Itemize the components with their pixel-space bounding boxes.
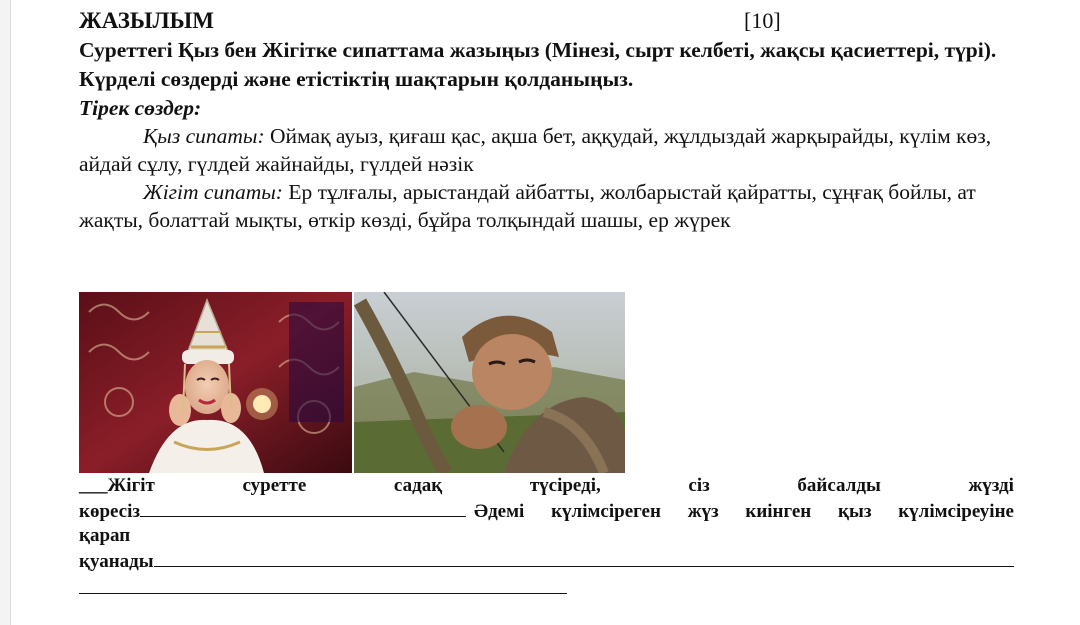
exercise-word: ___Жігіт: [79, 475, 155, 496]
girl-photo: [79, 292, 352, 473]
exercise-line-3: қарап: [79, 525, 131, 546]
exercise-word: Әдемі: [474, 501, 525, 522]
section-title: ЖАЗЫЛЫМ: [79, 8, 214, 33]
exercise-word: түсіреді,: [529, 475, 601, 496]
exercise-word: байсалды: [797, 475, 881, 496]
girl-traits-text: Оймақ ауыз, қиғаш қас, ақша бет, аққудай, жұлдыздай жарқырайды, күлім көз, айдай сұлу, гүлдей жайнайды, гүлдей нәзік: [79, 124, 992, 176]
boy-traits-label: Жігіт сипаты:: [143, 180, 283, 204]
task-instruction: Суреттегі Қыз бен Жігітке сипаттама жазыңыз (Мінезі, сырт келбеті, жақсы қасиеттері, түрі). Күрделі сөздерді және етістіктің шақтарын қолданыңыз.: [79, 38, 997, 91]
exercise-word: қыз: [838, 501, 872, 522]
exercise-word: қуанады: [79, 551, 154, 572]
exercise-word: киінген: [745, 501, 812, 522]
answer-blank-1[interactable]: [140, 498, 466, 517]
archer-photo: [354, 292, 625, 473]
exercise-word: күлімсіреген: [551, 501, 661, 522]
girl-traits-label: Қыз сипаты:: [143, 124, 265, 148]
exercise-line-1: [79, 474, 1014, 498]
photo-row: [79, 292, 625, 473]
boy-traits-text: Ер тұлғалы, арыстандай айбатты, жолбарыстай қайратты, сұңғақ бойлы, ат жақты, болаттай мықты, өткір көзді, бұйра толқындай шашы, ер жүрек: [79, 180, 976, 232]
exercise-line-2: [79, 498, 1014, 524]
answer-blank-2[interactable]: [154, 548, 1014, 567]
girl-traits-paragraph: [79, 122, 1009, 178]
support-words-heading: Тірек сөздер:: [79, 96, 202, 120]
exercise-word: күлімсіреуіне: [898, 501, 1014, 522]
answer-blank-3[interactable]: [79, 593, 567, 594]
exercise-word: садақ: [393, 475, 443, 496]
exercise-line-2-words: [474, 500, 1014, 524]
boy-traits-paragraph: [79, 178, 1009, 234]
exercise-word: жүзді: [968, 475, 1014, 496]
document-page: [10, 0, 1080, 625]
exercise-line-4: [79, 548, 1014, 574]
title-row: [79, 8, 1009, 36]
exercise-word: көресіз: [79, 501, 141, 522]
points-label: [10]: [744, 8, 781, 33]
document-content: [79, 8, 1009, 234]
exercise-block: [79, 474, 1014, 574]
exercise-word: суретте: [242, 475, 307, 496]
exercise-word: сіз: [688, 475, 710, 496]
exercise-word: жүз: [687, 501, 719, 522]
